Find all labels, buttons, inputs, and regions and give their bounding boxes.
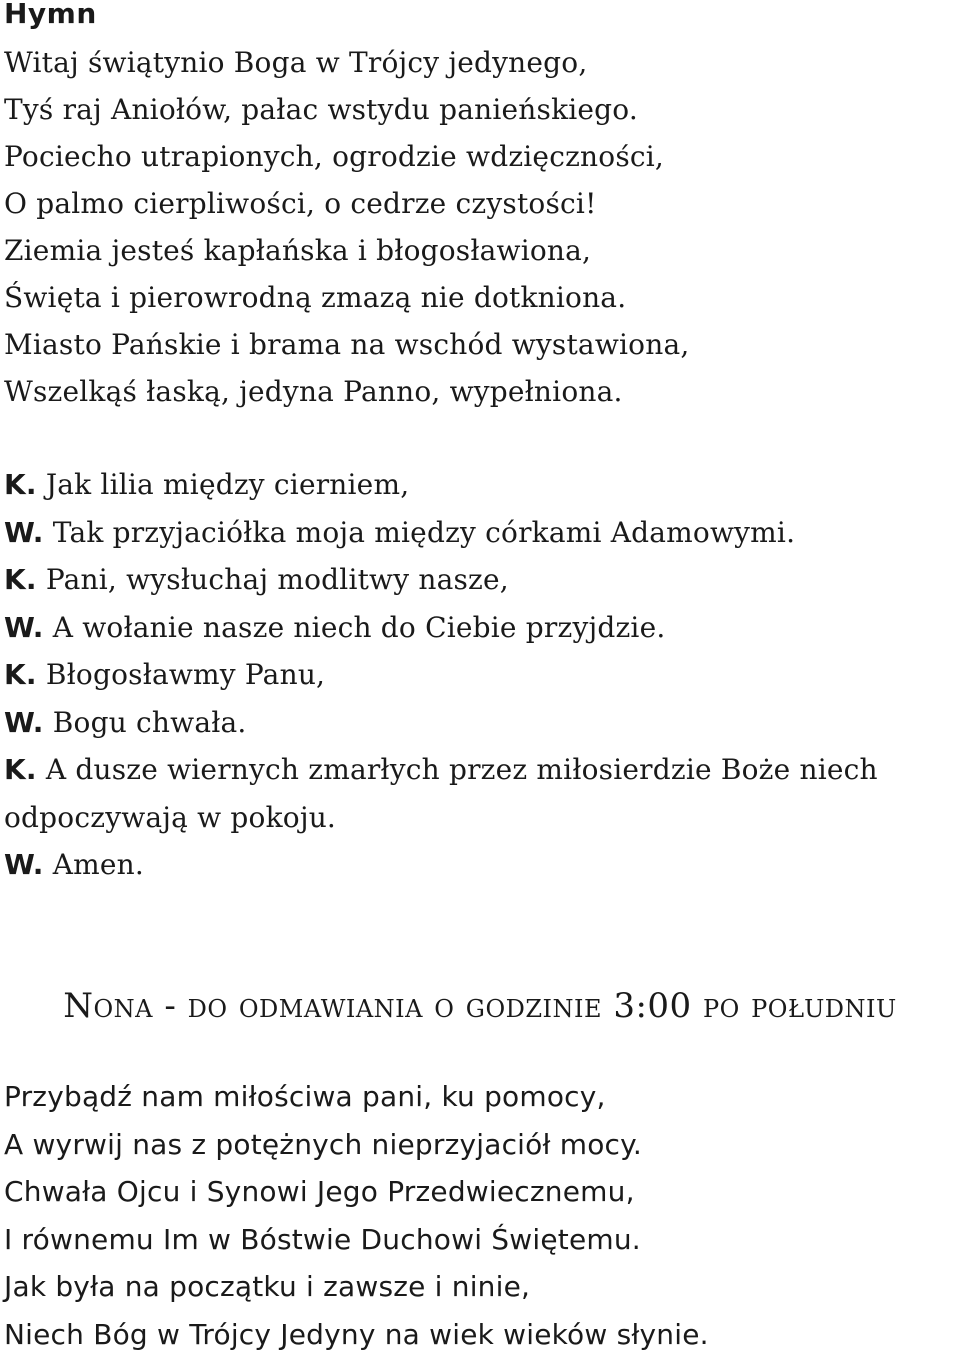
nona-line: Niech Bóg w Trójcy Jedyny na wiek wieków słynie.	[4, 1311, 960, 1358]
nona-line: I równemu Im w Bóstwie Duchowi Świętemu.	[4, 1216, 960, 1264]
nona-stanza	[4, 1073, 960, 1358]
response-line	[4, 509, 960, 557]
versicle-line	[4, 746, 960, 794]
versicle-mark: K.	[4, 563, 37, 596]
response-text: Amen.	[44, 848, 144, 881]
versicle-line	[4, 461, 960, 509]
versicle-line	[4, 556, 960, 604]
hymn-line: Święta i pierowrodną zmazą nie dotkniona.	[4, 274, 960, 321]
versicle-text: Pani, wysłuchaj modlitwy nasze,	[37, 563, 509, 596]
versicle-text: Błogosławmy Panu,	[37, 658, 325, 691]
hymn-line: O palmo cierpliwości, o cedrze czystości!	[4, 180, 960, 227]
nona-line: Chwała Ojcu i Synowi Jego Przedwiecznemu,	[4, 1168, 960, 1216]
response-text: A wołanie nasze niech do Ciebie przyjdzie.	[44, 611, 666, 644]
versicle-text: A dusze wiernych zmarłych przez miłosierdzie Boże niech	[37, 753, 878, 786]
nona-line: Jak była na początku i zawsze i ninie,	[4, 1263, 960, 1311]
versicle-mark: K.	[4, 753, 37, 786]
hymn-line: Witaj świątynio Boga w Trójcy jedynego,	[4, 39, 960, 86]
hymn-heading: Hymn	[4, 0, 97, 34]
hymn-line: Tyś raj Aniołów, pałac wstydu panieńskiego.	[4, 86, 960, 133]
response-mark: W.	[4, 611, 44, 644]
response-mark: W.	[4, 706, 44, 739]
versicle-text: Jak lilia między cierniem,	[37, 468, 410, 501]
response-line	[4, 699, 960, 747]
continuation-text: odpoczywają w pokoju.	[4, 801, 336, 834]
response-text: Tak przyjaciółka moja między córkami Adamowymi.	[44, 516, 796, 549]
hymn-line: Wszelkąś łaską, jedyna Panno, wypełniona.	[4, 368, 960, 415]
hymn-line: Ziemia jesteś kapłańska i błogosławiona,	[4, 227, 960, 274]
versicle-continuation	[4, 794, 960, 842]
hymn-line: Miasto Pańskie i brama na wschód wystawiona,	[4, 321, 960, 368]
versicle-line	[4, 651, 960, 699]
hymn-stanza	[4, 39, 960, 415]
response-mark: W.	[4, 516, 44, 549]
response-text: Bogu chwała.	[44, 706, 247, 739]
nona-line: A wyrwij nas z potężnych nieprzyjaciół mocy.	[4, 1121, 960, 1169]
section-title: Nona - do odmawiania o godzinie 3:00 po południu	[0, 984, 960, 1028]
hymn-line: Pociecho utrapionych, ogrodzie wdzięczności,	[4, 133, 960, 180]
versicles-responses	[4, 461, 960, 889]
response-mark: W.	[4, 848, 44, 881]
versicle-mark: K.	[4, 468, 37, 501]
response-line	[4, 604, 960, 652]
response-line	[4, 841, 960, 889]
nona-line: Przybądź nam miłościwa pani, ku pomocy,	[4, 1073, 960, 1121]
versicle-mark: K.	[4, 658, 37, 691]
